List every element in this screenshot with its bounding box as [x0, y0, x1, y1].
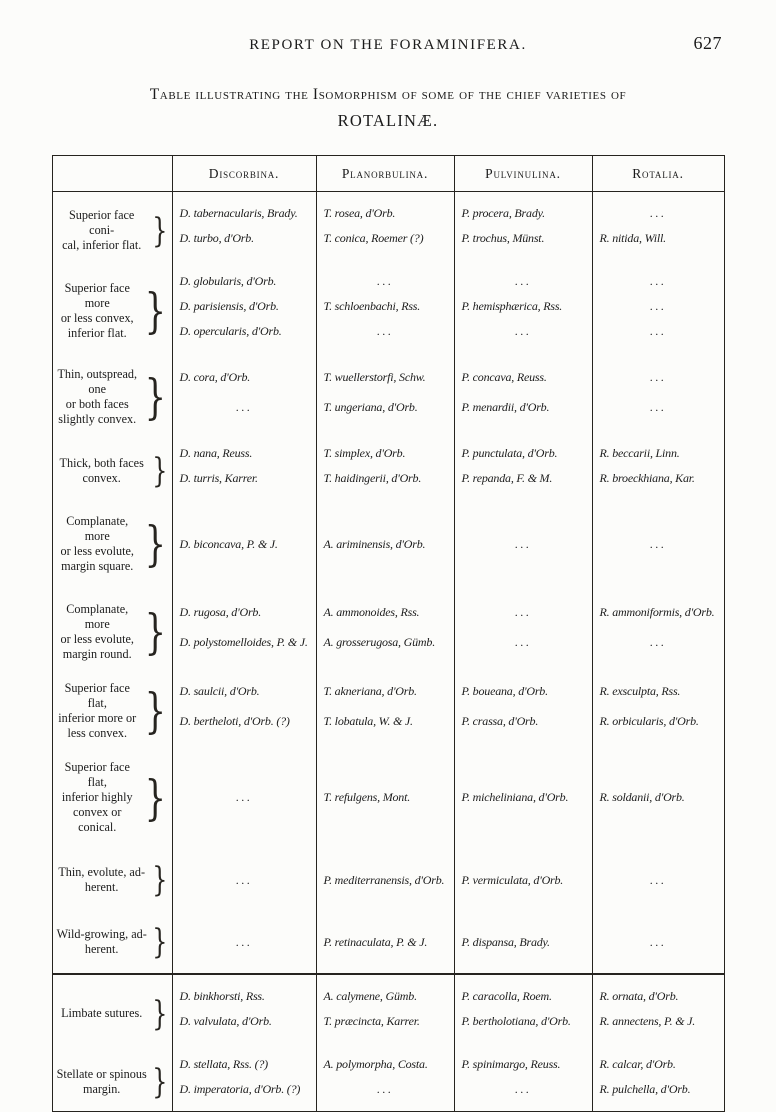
row-group-label-cell [52, 588, 172, 667]
species-cell: D. valvulata, d'Orb. [172, 1009, 316, 1043]
species-cell: D. turbo, d'Orb. [172, 226, 316, 260]
row-group-label-cell [52, 974, 172, 1043]
species-cell: P. menardii, d'Orb. [454, 393, 592, 433]
empty-cell: ... [592, 319, 724, 353]
species-cell: T. rosea, d'Orb. [316, 192, 454, 227]
species-cell: D. bertheloti, d'Orb. (?) [172, 707, 316, 747]
row-group-label-cell [52, 432, 172, 500]
row-group-label: Complanate, more or less evolute, margin square. [60, 514, 134, 573]
species-cell: D. polystomelloides, P. & J. [172, 628, 316, 668]
group-brace: } [144, 369, 166, 425]
running-title: REPORT ON THE FORAMINIFERA. [249, 37, 527, 53]
row-group-label-cell [52, 353, 172, 432]
row-group-label-cell [52, 260, 172, 353]
empty-cell: ... [592, 911, 724, 974]
table-title-line-2: ROTALINÆ. [337, 111, 439, 130]
species-cell: R. annectens, P. & J. [592, 1009, 724, 1043]
species-cell: P. mediterranensis, d'Orb. [316, 849, 454, 911]
species-cell: R. calcar, d'Orb. [592, 1043, 724, 1077]
species-cell: T. ungeriana, d'Orb. [316, 393, 454, 433]
row-group-label-cell [52, 667, 172, 746]
empty-cell: ... [592, 353, 724, 393]
page-number: 627 [693, 33, 722, 53]
species-cell: P. punctulata, d'Orb. [454, 432, 592, 466]
species-cell: D. imperatoria, d'Orb. (?) [172, 1077, 316, 1112]
table-row [52, 432, 724, 466]
row-group-label: Thick, both faces convex. [59, 455, 144, 485]
group-brace: } [144, 683, 166, 739]
group-brace: } [152, 450, 168, 491]
row-group-label-cell [52, 1043, 172, 1112]
group-brace: } [144, 283, 166, 339]
empty-cell: ... [454, 1077, 592, 1112]
group-brace: } [144, 769, 166, 826]
species-cell: P. micheliniana, d'Orb. [454, 746, 592, 849]
species-cell: R. broeckhiana, Kar. [592, 466, 724, 500]
species-cell: D. parisiensis, d'Orb. [172, 294, 316, 319]
empty-cell: ... [454, 628, 592, 668]
species-cell: P. dispansa, Brady. [454, 911, 592, 974]
row-group-label: Thin, outspread, one or both faces slightly convex. [57, 367, 137, 426]
species-cell: T. lobatula, W. & J. [316, 707, 454, 747]
group-brace: } [152, 860, 168, 900]
species-cell: P. crassa, d'Orb. [454, 707, 592, 747]
species-cell: T. refulgens, Mont. [316, 746, 454, 849]
column-header-rotalia: Rotalia. [592, 156, 724, 192]
species-cell: A. polymorpha, Costa. [316, 1043, 454, 1077]
group-brace: } [152, 1061, 168, 1102]
empty-cell: ... [172, 849, 316, 911]
empty-cell: ... [316, 1077, 454, 1112]
table-body [52, 192, 724, 1112]
species-cell: P. trochus, Münst. [454, 226, 592, 260]
species-cell: R. exsculpta, Rss. [592, 667, 724, 707]
table-row [52, 260, 724, 294]
species-cell: A. ariminensis, d'Orb. [316, 500, 454, 588]
row-group-label-cell [52, 911, 172, 974]
species-cell: P. caracolla, Roem. [454, 974, 592, 1009]
table-row [52, 500, 724, 588]
species-cell: R. soldanii, d'Orb. [592, 746, 724, 849]
species-cell: R. orbicularis, d'Orb. [592, 707, 724, 747]
row-group-label: Superior face more or less convex, inferior flat. [60, 281, 134, 340]
species-cell: P. procera, Brady. [454, 192, 592, 227]
species-cell: P. repanda, F. & M. [454, 466, 592, 500]
column-header-planorbulina: Planorbulina. [316, 156, 454, 192]
species-cell: R. beccarii, Linn. [592, 432, 724, 466]
row-group-label: Wild-growing, ad- herent. [56, 927, 147, 956]
group-brace: } [152, 922, 168, 962]
empty-cell: ... [592, 500, 724, 588]
table-row [52, 746, 724, 849]
row-group-label: Limbate sutures. [61, 1006, 143, 1020]
table-title [0, 86, 776, 131]
table-row [52, 588, 724, 628]
species-cell: A. calymene, Gümb. [316, 974, 454, 1009]
column-header-pulvinulina: Pulvinulina. [454, 156, 592, 192]
table-row [52, 974, 724, 1009]
empty-cell: ... [454, 588, 592, 628]
group-brace: } [152, 210, 168, 251]
empty-cell: ... [172, 746, 316, 849]
table-row [52, 353, 724, 393]
table-header [52, 156, 724, 192]
empty-cell: ... [592, 192, 724, 227]
species-cell: T. wuellerstorfi, Schw. [316, 353, 454, 393]
species-cell: D. binkhorsti, Rss. [172, 974, 316, 1009]
species-cell: R. nitida, Will. [592, 226, 724, 260]
species-cell: D. biconcava, P. & J. [172, 500, 316, 588]
species-cell: R. ammoniformis, d'Orb. [592, 588, 724, 628]
empty-cell: ... [172, 911, 316, 974]
species-cell: T. akneriana, d'Orb. [316, 667, 454, 707]
species-cell: D. tabernacularis, Brady. [172, 192, 316, 227]
species-cell: R. ornata, d'Orb. [592, 974, 724, 1009]
species-cell: T. simplex, d'Orb. [316, 432, 454, 466]
table-row [52, 911, 724, 974]
table-title-line-1: Table illustrating the Isomorphism of some of the chief varieties of [149, 86, 627, 103]
species-cell: P. vermiculata, d'Orb. [454, 849, 592, 911]
empty-cell: ... [454, 319, 592, 353]
column-header-discorbina: Discorbina. [172, 156, 316, 192]
header-row [52, 156, 724, 192]
row-group-label-cell [52, 746, 172, 849]
species-cell: T. conica, Roemer (?) [316, 226, 454, 260]
species-cell: D. stellata, Rss. (?) [172, 1043, 316, 1077]
species-cell: P. boueana, d'Orb. [454, 667, 592, 707]
species-cell: A. grosserugosa, Gümb. [316, 628, 454, 668]
species-cell: D. cora, d'Orb. [172, 353, 316, 393]
species-cell: D. nana, Reuss. [172, 432, 316, 466]
group-brace: } [144, 516, 166, 572]
species-cell: T. schloenbachi, Rss. [316, 294, 454, 319]
species-cell: D. rugosa, d'Orb. [172, 588, 316, 628]
species-cell: P. bertholotiana, d'Orb. [454, 1009, 592, 1043]
table-row [52, 667, 724, 707]
empty-cell: ... [454, 260, 592, 294]
empty-cell: ... [172, 393, 316, 433]
row-group-label: Thin, evolute, ad- herent. [58, 865, 145, 894]
table-row [52, 192, 724, 227]
species-cell: R. pulchella, d'Orb. [592, 1077, 724, 1112]
table-row [52, 849, 724, 911]
corner-cell [52, 156, 172, 192]
species-cell: D. globularis, d'Orb. [172, 260, 316, 294]
group-brace: } [144, 604, 166, 660]
empty-cell: ... [316, 260, 454, 294]
empty-cell: ... [592, 393, 724, 433]
empty-cell: ... [316, 319, 454, 353]
isomorphism-table [52, 155, 725, 1112]
species-cell: D. opercularis, d'Orb. [172, 319, 316, 353]
species-cell: T. haidingerii, d'Orb. [316, 466, 454, 500]
species-cell: T. præcincta, Karrer. [316, 1009, 454, 1043]
species-cell: A. ammonoides, Rss. [316, 588, 454, 628]
row-group-label: Superior face flat, inferior highly convex or conical. [61, 760, 133, 834]
row-group-label-cell [52, 500, 172, 588]
group-brace: } [152, 993, 168, 1034]
row-group-label-cell [52, 849, 172, 911]
species-cell: P. spinimargo, Reuss. [454, 1043, 592, 1077]
species-cell: D. saulcii, d'Orb. [172, 667, 316, 707]
running-head [0, 33, 776, 60]
row-group-label: Stellate or spinous margin. [56, 1066, 147, 1096]
empty-cell: ... [592, 260, 724, 294]
species-cell: P. retinaculata, P. & J. [316, 911, 454, 974]
empty-cell: ... [454, 500, 592, 588]
empty-cell: ... [592, 294, 724, 319]
row-group-label: Superior face flat, inferior more or less convex. [58, 681, 137, 740]
species-cell: P. concava, Reuss. [454, 353, 592, 393]
empty-cell: ... [592, 849, 724, 911]
empty-cell: ... [592, 628, 724, 668]
species-cell: P. hemisphærica, Rss. [454, 294, 592, 319]
row-group-label-cell [52, 192, 172, 261]
row-group-label: Complanate, more or less evolute, margin round. [60, 602, 134, 661]
table-row [52, 1043, 724, 1077]
species-cell: D. turris, Karrer. [172, 466, 316, 500]
row-group-label: Superior face coni- cal, inferior flat. [62, 208, 142, 252]
